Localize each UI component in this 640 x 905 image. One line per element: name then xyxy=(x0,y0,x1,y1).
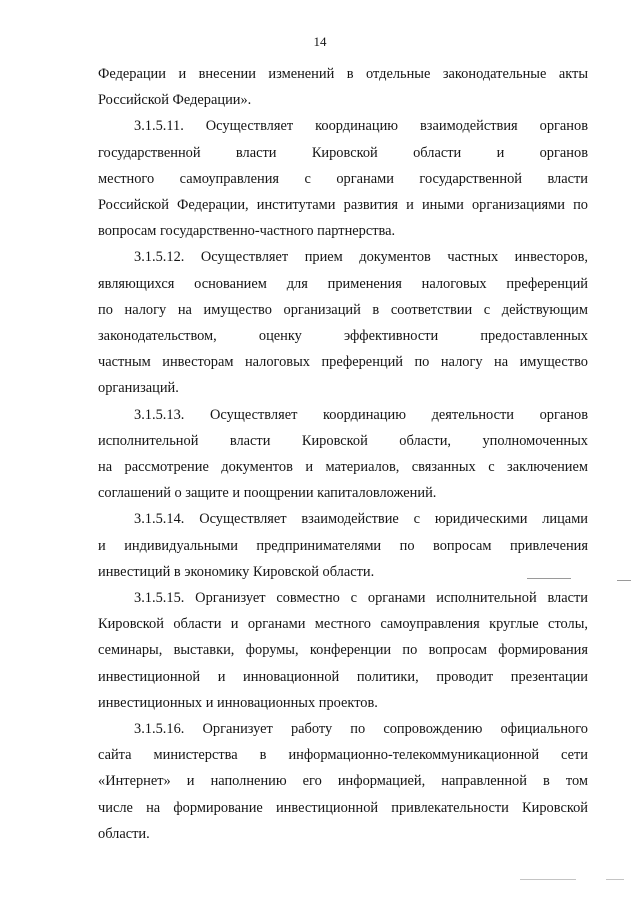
text-line: и индивидуальными предпринимателями по вопросам привлечения xyxy=(98,537,588,554)
paragraph-3-1-5-15 xyxy=(98,585,588,716)
text-line: 3.1.5.13. Осуществляет координацию деятельности органов xyxy=(134,406,588,423)
scan-artifact xyxy=(527,578,571,579)
text-line: 3.1.5.14. Осуществляет взаимодействие с юридическими лицами xyxy=(134,511,588,528)
text-line: числе на формирование инвестиционной привлекательности Кировской xyxy=(98,799,588,816)
text-line: 3.1.5.12. Осуществляет прием документов частных инвесторов, xyxy=(134,249,588,266)
scan-artifact xyxy=(617,580,631,581)
text-line: государственной власти Кировской области и органов xyxy=(98,144,588,161)
text-line: частным инвесторам налоговых преференций по налогу на имущество xyxy=(98,354,588,371)
paragraph-3-1-5-13 xyxy=(98,402,588,507)
text-line: сайта министерства в информационно-телекоммуникационной сети xyxy=(98,747,588,764)
text-line: Российской Федерации, институтами развития и иными организациями по xyxy=(98,197,588,214)
text-line: местного самоуправления с органами государственной власти xyxy=(98,170,588,187)
text-line: инвестиций в экономику Кировской области. xyxy=(98,563,375,580)
text-line: на рассмотрение документов и материалов, связанных с заключением xyxy=(98,459,588,476)
paragraph-3-1-5-16 xyxy=(98,716,588,847)
text-line: организаций. xyxy=(98,380,179,397)
page-number: 14 xyxy=(313,34,327,49)
text-line: инвестиционных и инновационных проектов. xyxy=(98,694,378,711)
text-line: соглашений о защите и поощрении капиталовложений. xyxy=(98,485,437,502)
text-line: исполнительной власти Кировской области, уполномоченных xyxy=(98,432,588,449)
text-line: семинары, выставки, форумы, конференции по вопросам формирования xyxy=(98,642,588,659)
text-line: по налогу на имущество организаций в соответствии с действующим xyxy=(98,301,588,318)
paragraph-3-1-5-11 xyxy=(98,113,588,244)
scan-artifact xyxy=(606,879,624,880)
text-line: области. xyxy=(98,825,150,842)
text-line: «Интернет» и наполнению его информацией, направленной в том xyxy=(98,773,588,790)
paragraph-3-1-5-12 xyxy=(98,244,588,401)
scan-artifact xyxy=(520,879,576,880)
text-line: 3.1.5.16. Организует работу по сопровождению официального xyxy=(134,721,588,738)
text-line: вопросам государственно-частного партнерства. xyxy=(98,223,396,240)
paragraph-continuation xyxy=(98,61,588,113)
text-line: инвестиционной и инновационной политики, проводит презентации xyxy=(98,668,588,685)
text-line: 3.1.5.15. Организует совместно с органами исполнительной власти xyxy=(134,590,588,607)
text-line: Кировской области и органами местного самоуправления круглые столы, xyxy=(98,616,588,633)
text-line: законодательством, оценку эффективности предоставленных xyxy=(98,328,588,345)
text-line: Российской Федерации». xyxy=(98,92,252,109)
text-line: являющихся основанием для применения налоговых преференций xyxy=(98,275,588,292)
text-line: Федерации и внесении изменений в отдельные законодательные акты xyxy=(98,66,588,82)
paragraph-3-1-5-14 xyxy=(98,506,588,585)
document-body xyxy=(98,61,588,847)
text-line: 3.1.5.11. Осуществляет координацию взаимодействия органов xyxy=(134,118,588,135)
